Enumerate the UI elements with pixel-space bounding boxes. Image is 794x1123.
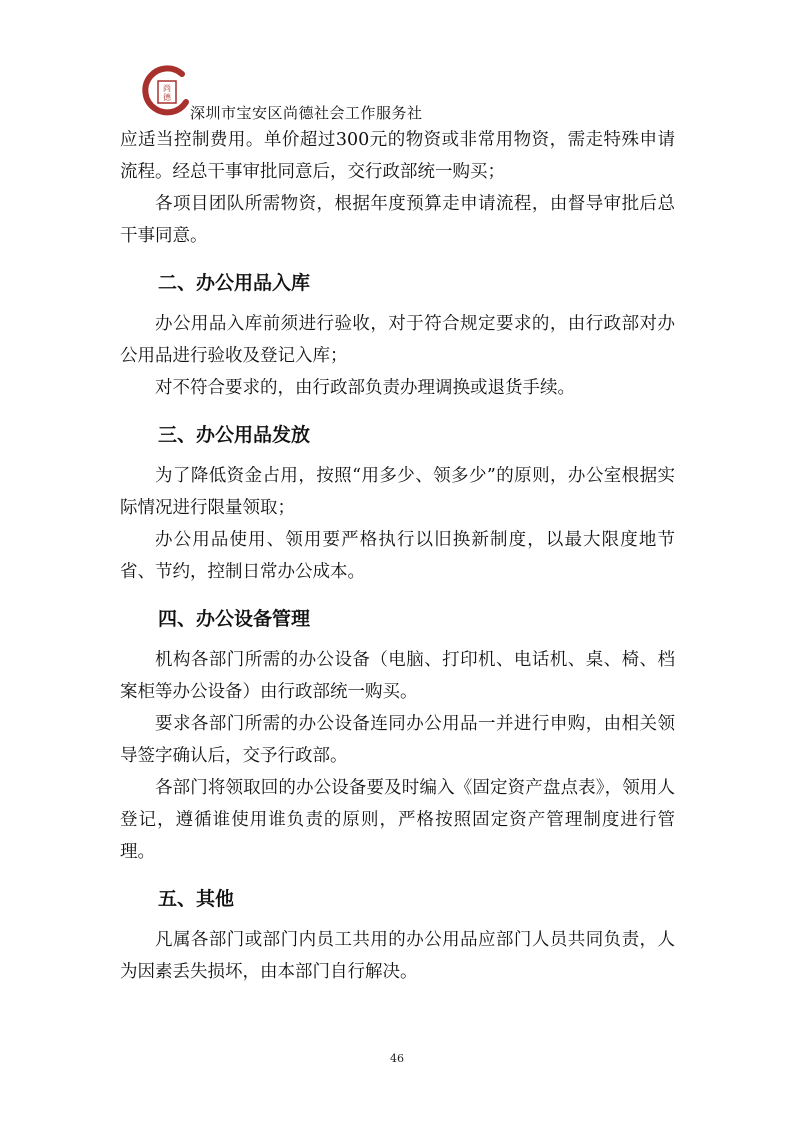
section-heading: 四、办公设备管理 <box>158 608 311 630</box>
paragraph: 机构各部门所需的办公设备（电脑、打印机、电话机、桌、椅、档案柜等办公设备）由行政部统一购买。 <box>120 650 675 702</box>
section-heading: 三、办公用品发放 <box>158 424 311 446</box>
document-body <box>120 124 675 988</box>
paragraph: 办公用品入库前须进行验收，对于符合规定要求的，由行政部对办公用品进行验收及登记入库； <box>120 314 675 366</box>
paragraph: 为了降低资金占用，按照“用多少、领多少”的原则，办公室根据实际情况进行限量领取； <box>120 466 675 518</box>
section-other <box>120 883 675 988</box>
section-distribution <box>120 419 675 588</box>
paragraph: 要求各部门所需的办公设备连同办公用品一并进行申购，由相关领导签字确认后，交予行政部。 <box>120 714 675 766</box>
paragraph-continued: 应适当控制费用。单价超过300元的物资或非常用物资，需走特殊申请流程。经总干事审批同意后，交行政部统一购买； <box>120 130 675 182</box>
paragraph: 办公用品使用、领用要严格执行以旧换新制度，以最大限度地节省、节约，控制日常办公成本。 <box>120 530 675 582</box>
section-heading: 五、其他 <box>158 888 235 910</box>
paragraph: 各部门将领取回的办公设备要及时编入《固定资产盘点表》，领用人登记，遵循谁使用谁负责的原则，严格按照固定资产管理制度进行管理。 <box>120 778 675 862</box>
organization-logo <box>140 64 194 118</box>
page-number: 46 <box>390 1052 404 1065</box>
organization-name: 深圳市宝安区尚德社会工作服务社 <box>190 104 423 122</box>
section-heading: 二、办公用品入库 <box>158 272 311 294</box>
paragraph: 各项目团队所需物资，根据年度预算走申请流程，由督导审批后总干事同意。 <box>120 194 675 246</box>
section-equipment <box>120 603 675 868</box>
page-header <box>140 64 700 124</box>
logo-text-bottom: 德 <box>163 93 171 102</box>
section-inbound <box>120 267 675 404</box>
paragraph: 凡属各部门或部门内员工共用的办公用品应部门人员共同负责，人为因素丢失损坏，由本部门自行解决。 <box>120 930 675 982</box>
logo-text-top: 尚 <box>163 84 171 93</box>
paragraph: 对不符合要求的，由行政部负责办理调换或退货手续。 <box>155 378 575 398</box>
